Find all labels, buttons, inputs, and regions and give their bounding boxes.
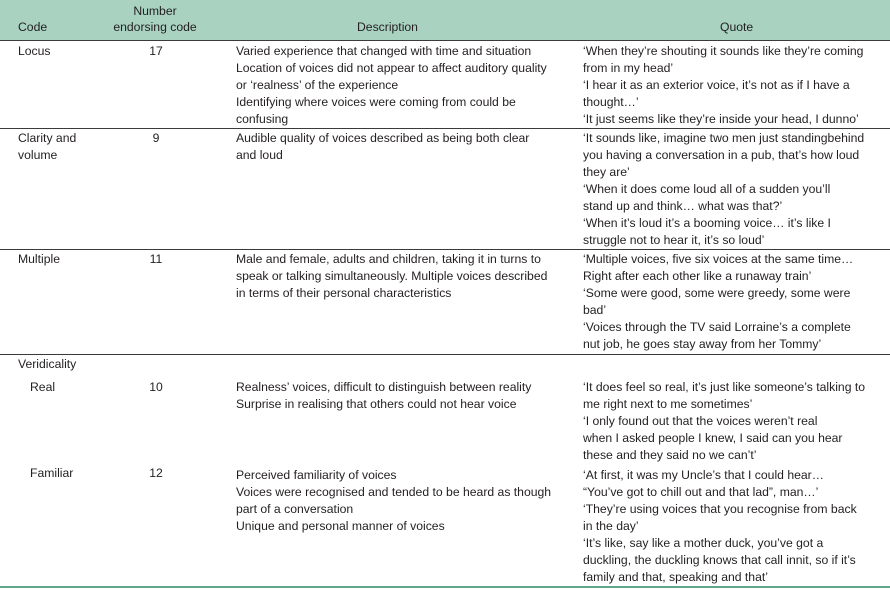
code-real: Real: [30, 380, 56, 394]
code-locus: Locus: [18, 44, 51, 58]
description-familiar: Perceived familiarity of voices Voices were recognised and tended to be heard as though part of a conversation Unique and personal manner of voices: [236, 468, 552, 533]
code-veridicality: Veridicality: [18, 357, 77, 371]
header-number-line1: Number: [133, 4, 177, 18]
quote-locus: ‘When they’re shouting it sounds like they’re coming from in my head’ ‘I hear it as an exterior voice, it’s not as if I have a thought…’ ‘It just seems like they’re inside your head, I dunno’: [583, 44, 864, 126]
header-description: Description: [357, 20, 418, 34]
description-real: Realness’ voices, difficult to distinguish between reality Surprise in realising that others could not hear voice: [236, 380, 532, 411]
number-familiar: 12: [149, 466, 163, 480]
code-familiar: Familiar: [30, 466, 74, 480]
row-divider: [0, 249, 890, 250]
description-locus: Varied experience that changed with time and situation Location of voices did not appear to affect auditory quality or ‘realness’ of the experience Identifying where voices were coming from could be confusing: [236, 44, 547, 126]
row-divider: [0, 354, 890, 355]
number-clarity: 9: [152, 131, 160, 145]
code-clarity: Clarity and volume: [18, 131, 77, 162]
number-locus: 17: [149, 44, 163, 58]
header-number-line2: endorsing code: [113, 20, 197, 34]
table-bottom-rule: [0, 586, 890, 588]
table-header: [0, 0, 890, 41]
header-code: Code: [18, 20, 48, 34]
description-clarity: Audible quality of voices described as being both clear and loud: [236, 131, 530, 162]
description-multiple: Male and female, adults and children, taking it in turns to speak or talking simultaneously. Multiple voices described in terms of their personal characteristics: [236, 252, 548, 300]
quote-real: ‘It does feel so real, it’s just like someone’s talking to me right next to me sometimes’ ‘I only found out that the voices weren’t real when I asked people I knew, I said can you hear these and they said no we can’t’: [583, 380, 866, 462]
quote-clarity: ‘It sounds like, imagine two men just standingbehind you having a conversation in a pub, that’s how loud they are’ ‘When it does come loud all of a sudden you’ll stand up and think… what was that?’ ‘When it’s loud it’s a booming voice… it’s like I struggle not to hear it, it’s so loud’: [583, 131, 865, 247]
quote-familiar: ‘At first, it was my Uncle’s that I could hear… “You’ve got to chill out and that lad”, man…’ ‘They’re using voices that you recognise from back in the day’ ‘It’s like, say like a mother duck, you’ve got a duckling, the duckling knows that call innit, so if it’s family and that, speaking and that’: [583, 468, 857, 584]
number-real: 10: [149, 380, 163, 394]
code-multiple: Multiple: [18, 252, 60, 266]
number-multiple: 11: [149, 252, 163, 266]
row-divider: [0, 128, 890, 129]
quote-multiple: ‘Multiple voices, five six voices at the same time… Right after each other like a runaway train’ ‘Some were good, some were greedy, some were bad’ ‘Voices through the TV said Lorraine’s a complete nut job, he goes stay away from her Tommy’: [583, 252, 854, 351]
header-quote: Quote: [720, 20, 754, 34]
